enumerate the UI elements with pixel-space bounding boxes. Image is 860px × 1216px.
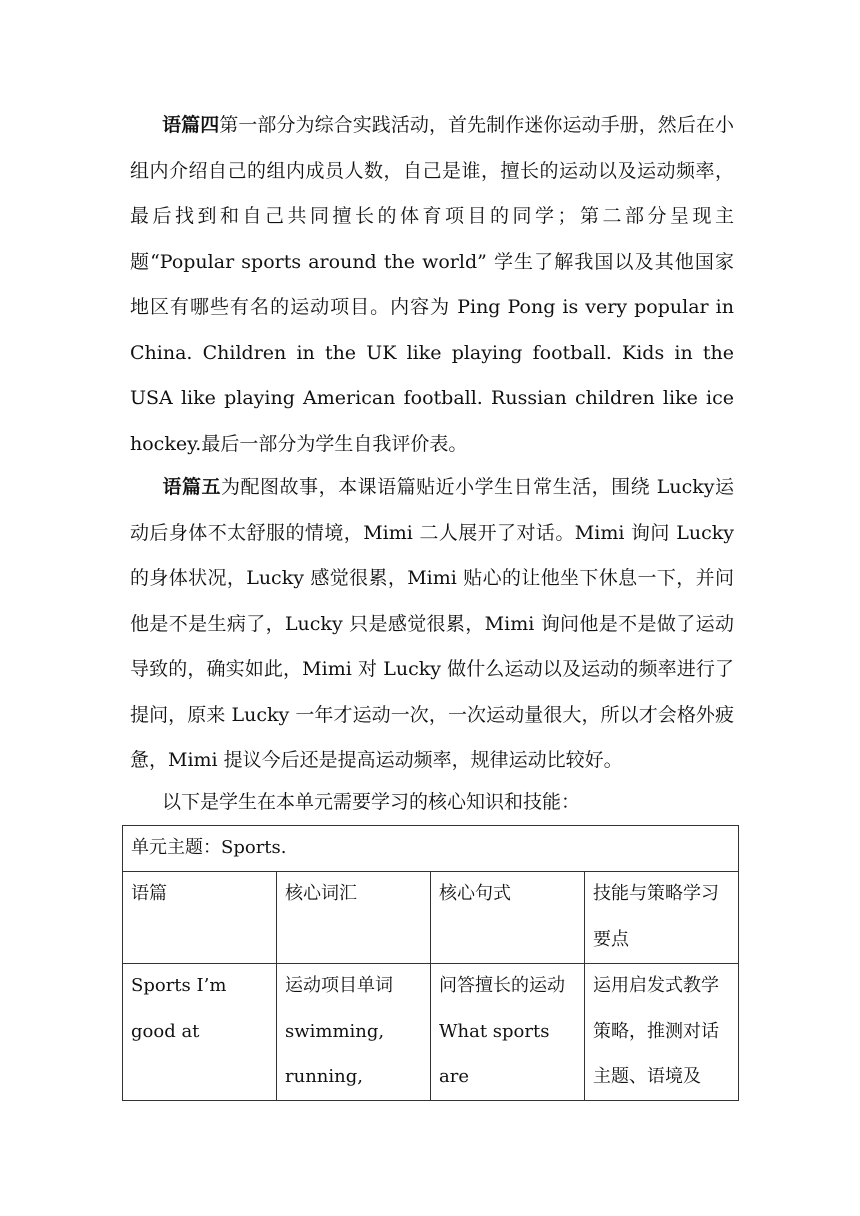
table-header-row	[123, 872, 739, 964]
table-row	[123, 964, 739, 1101]
table-cell: 运用启发式教学策略，推测对话主题、语境及	[585, 964, 739, 1101]
paragraph-lead-4: 语篇四	[162, 114, 220, 136]
table-intro-text: 以下是学生在本单元需要学习的核心知识和技能：	[162, 791, 581, 813]
table-cell: 问答擅长的运动 What sports are	[431, 964, 585, 1101]
paragraph-text-4	[130, 103, 734, 467]
table-theme-row	[123, 826, 739, 872]
paragraph-text-5	[130, 465, 734, 784]
header-cell-vocab: 核心词汇	[277, 872, 431, 964]
core-knowledge-table	[122, 825, 739, 1101]
header-cell-sentence: 核心句式	[431, 872, 585, 964]
table-cell: 运动项目单词 swimming, running,	[277, 964, 431, 1101]
header-cell-text: 语篇	[123, 872, 277, 964]
table-intro	[130, 780, 734, 826]
header-cell-skills: 技能与策略学习要点	[585, 872, 739, 964]
paragraph-body-4: 第一部分为综合实践活动，首先制作迷你运动手册，然后在小组内介绍自己的组内成员人数，自己是谁，擅长的运动以及运动频率，最后找到和自己共同擅长的体育项目的同学；第二部分呈现主题“Popular sports around the world” 学生了解我国以及其他国家地区有哪些有名的运动项目。内容为 Ping Pong is very popular in China. Children in the UK like playing football. Kids in the USA like playing American football. Russian children like ice hockey.最后一部分为学生自我评价表。	[130, 114, 734, 455]
paragraph-lead-5: 语篇五	[162, 476, 222, 498]
unit-theme-cell: 单元主题：Sports.	[123, 826, 739, 872]
table-cell: Sports I’m good at	[123, 964, 277, 1101]
paragraph-body-5: 为配图故事，本课语篇贴近小学生日常生活，围绕 Lucky运动后身体不太舒服的情境，Mimi 二人展开了对话。Mimi 询问 Lucky的身体状况，Lucky 感觉很累，Mimi 贴心的让他坐下休息一下，并问他是不是生病了，Lucky 只是感觉很累，Mimi 询问他是不是做了运动导致的，确实如此，Mimi 对 Lucky 做什么运动以及运动的频率进行了提问，原来 Lucky 一年才运动一次，一次运动量很大，所以才会格外疲惫，Mimi 提议今后还是提高运动频率，规律运动比较好。	[130, 476, 734, 771]
